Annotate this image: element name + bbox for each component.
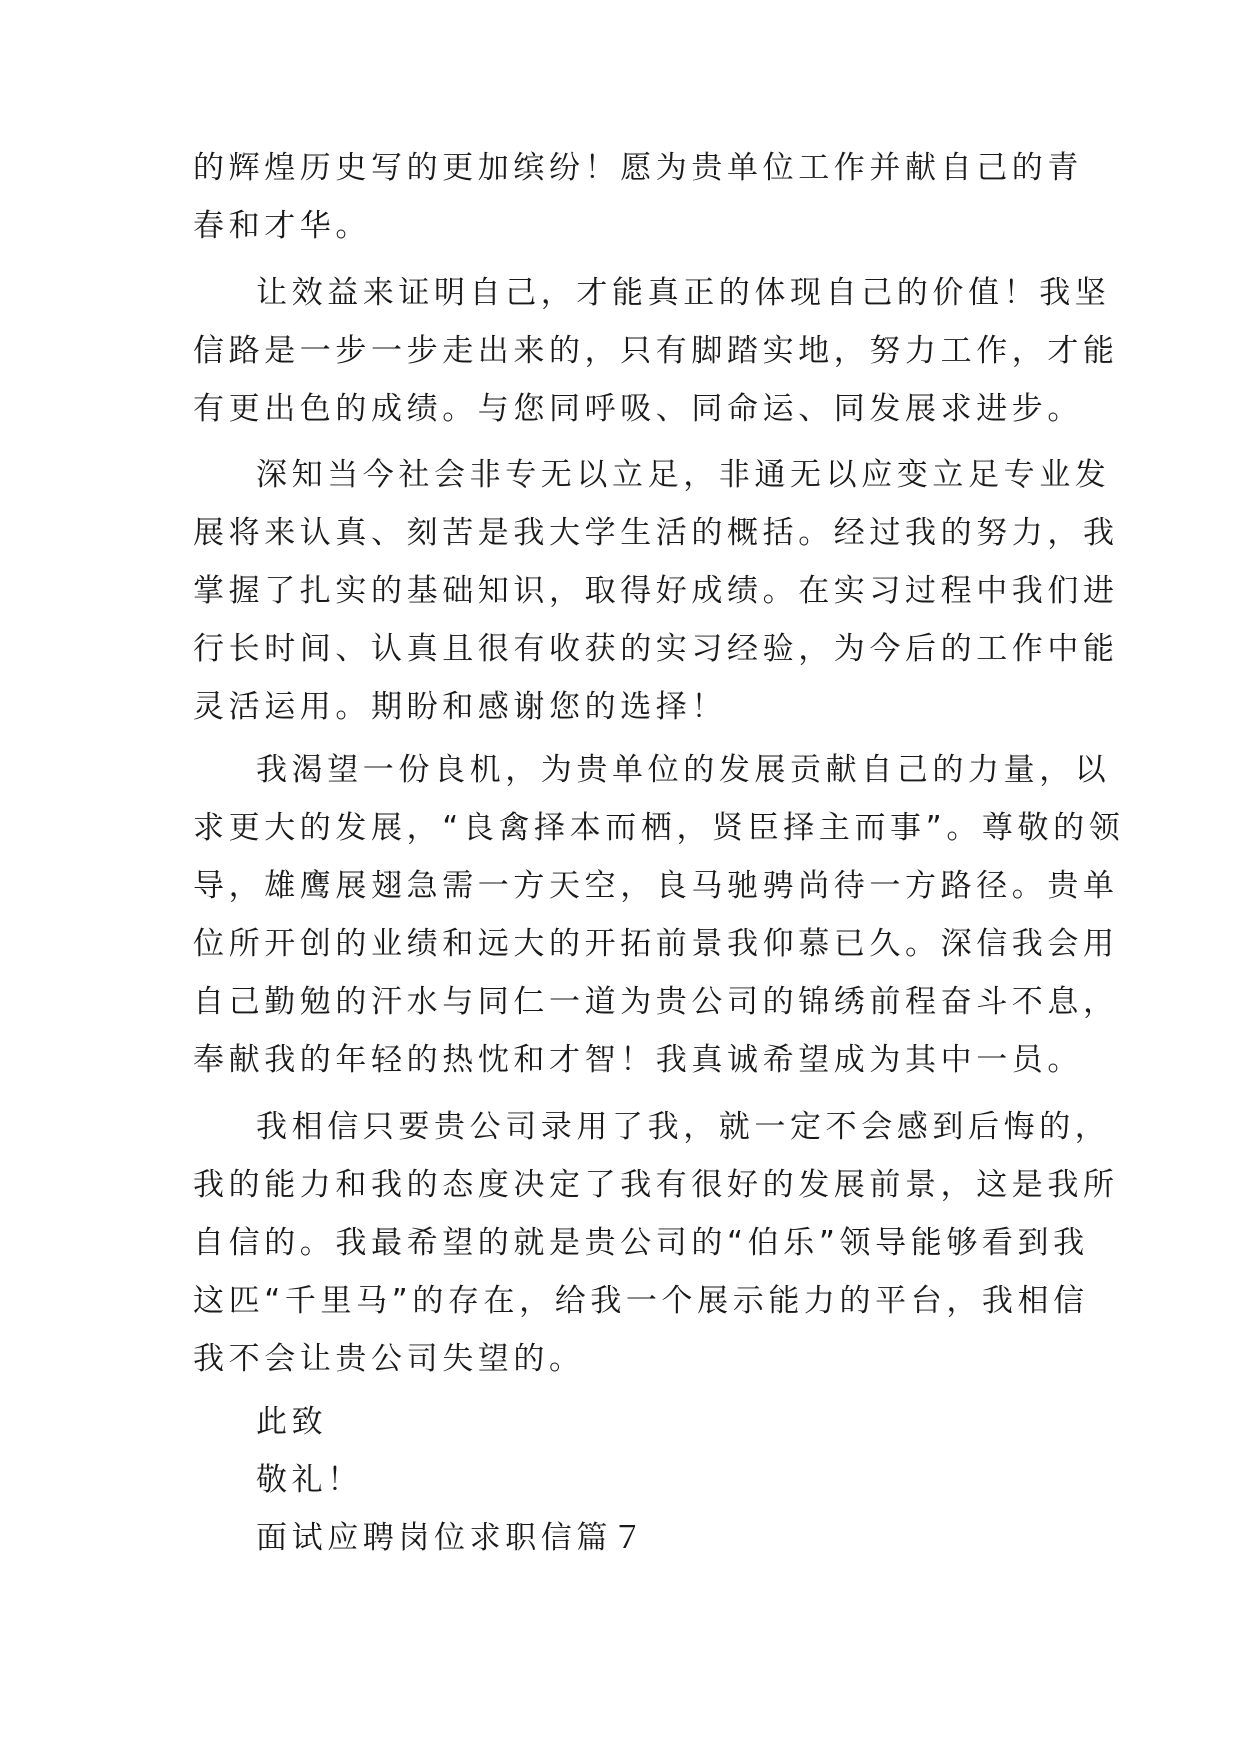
- closing-salutation: 此致: [256, 1404, 328, 1440]
- text-line: 奉献我的年轻的热忱和才智！我真诚希望成为其中一员。: [193, 1042, 1083, 1078]
- text-line: 我不会让贵公司失望的。: [193, 1341, 585, 1377]
- paragraph-first-line: 让效益来证明自己，才能真正的体现自己的价值！我坚: [256, 275, 1111, 311]
- text-line: 展将来认真、刻苦是我大学生活的概括。经过我的努力，我: [193, 515, 1119, 551]
- text-line: 有更出色的成绩。与您同呼吸、同命运、同发展求进步。: [193, 391, 1083, 427]
- text-line: 我的能力和我的态度决定了我有很好的发展前景，这是我所: [193, 1167, 1119, 1203]
- text-line: 灵活运用。期盼和感谢您的选择！: [193, 689, 727, 725]
- text-line: 求更大的发展，“良禽择本而栖，贤臣择主而事”。尊敬的领: [193, 810, 1125, 846]
- text-line: 位所开创的业绩和远大的开拓前景我仰慕已久。深信我会用: [193, 926, 1119, 962]
- closing-regards: 敬礼！: [256, 1462, 363, 1498]
- paragraph-first-line: 我渴望一份良机，为贵单位的发展贡献自己的力量，以: [256, 752, 1111, 788]
- text-line: 这匹“千里马”的存在，给我一个展示能力的平台，我相信: [193, 1283, 1089, 1319]
- text-line: 的辉煌历史写的更加缤纷！愿为贵单位工作并献自己的青: [193, 150, 1083, 186]
- section-heading: 面试应聘岗位求职信篇７: [256, 1520, 648, 1556]
- text-line: 春和才华。: [193, 208, 371, 244]
- text-line: 自信的。我最希望的就是贵公司的“伯乐”领导能够看到我: [193, 1225, 1089, 1261]
- text-line: 自己勤勉的汗水与同仁一道为贵公司的锦绣前程奋斗不息，: [193, 984, 1119, 1020]
- paragraph-first-line: 深知当今社会非专无以立足，非通无以应变立足专业发: [256, 457, 1111, 493]
- text-line: 信路是一步一步走出来的，只有脚踏实地，努力工作，才能: [193, 333, 1119, 369]
- text-line: 掌握了扎实的基础知识，取得好成绩。在实习过程中我们进: [193, 573, 1119, 609]
- paragraph-first-line: 我相信只要贵公司录用了我，就一定不会感到后悔的，: [256, 1109, 1111, 1145]
- text-line: 导，雄鹰展翅急需一方天空，良马驰骋尚待一方路径。贵单: [193, 868, 1119, 904]
- text-line: 行长时间、认真且很有收获的实习经验，为今后的工作中能: [193, 631, 1119, 667]
